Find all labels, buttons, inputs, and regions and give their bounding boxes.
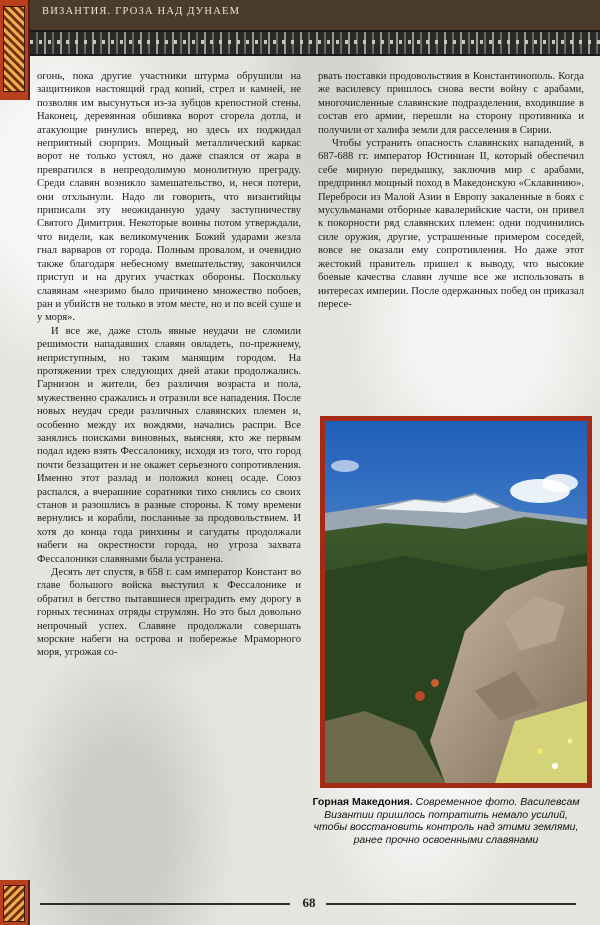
page-number: 68 — [302, 895, 316, 910]
ornament-border — [30, 30, 600, 56]
paragraph: И все же, даже столь явные неудачи не сломили решимости нападавших славян овладеть, по-прежнему, неприступным, но таким манящим городом. На протяжении трех следующих дней атаки продолжались. Гарнизон и жители, без различия возраста и пола, мужественно сражались и отразили все нападения. После новых неудач среди различных славянских племен и, особенно между их вождями, начались распри. Все занялись поисками виновных, выясняя, кто же первым подал идею взять Фессалонику, исходя из того, что город почти беззащитен и не окажет серьезного сопротивления. Именно этот разлад и положил конец осаде. Союз распался, а вчерашние соратники тихо снялись со своих станов и разошлись в разные стороны. К тому времени вернулись и корабли, посланные за продовольствием. И хотя до конца года ринхины и сагудаты продолжали набеги на окрестности города, но угроза захвата Фессалоники славянами была устранена. — [37, 325, 301, 565]
figure-caption — [306, 796, 586, 846]
mountain-photo — [320, 416, 592, 788]
paragraph: Чтобы устранить опасность славянских нападений, в 687-688 гг. император Юстиниан II, который обеспечил себе мирную передышку, заключив мир с арабами, предпринял мощный поход в Македонскую «Склавинию». Переброси из Малой Азии в Европу закаленные в боях с мусульманами отборные кавалерийские части, он привел к покорности ряд славянских племен: одни подчинились силе оружия, другие, устрашенные примером соседей, вовсе не оказали ему сопротивления. Но даже этот жестокий правитель пришел к выводу, что высокие боевые качества славян лучше все же использовать в интересах империи. После одержанных побед он приказал пересе- — [318, 138, 584, 310]
paragraph: огонь, пока другие участники штурма обрушили на защитников настоящий град копий, стрел и камней, не позволяя им высунуться из-за зубцов крепостной стены. Наконец, деревянная обшивка ворот сгорела дотла, и атакующие ринулись вперед, но здесь их поджидал неприятный сюрприз. Мощный металлический каркас ворот не только устоял, но даже спаялся от жара в превратился в непреодолимую монолитную преграду. Среди славян возникло замешательство, и, неся потери, они отхлынули. Надо ли говорить, что византийцы приписали эту неожиданную удачу заступничеству Святого Димитрия. Некоторые воины потом утверждали, что видели, как великомученик Божий ударами жезла гнал варваров от города. Полным провалом, и очевидно также благодаря небесному вмешательству, закончился приступ и на других участках обороны. Поскольку славянам «незримо было причинено множество побоев, ран и убийств не только в этом месте, но и по всей суше и у моря». — [37, 71, 301, 324]
paragraph: рвать поставки продовольствия в Константинополь. Когда же василевсу пришлось снова вести войну с арабами, многочисленные славянские подразделения, входившие в состав его армии, перешли на сторону противника и получили от халифа земли для расселения в Сирии. — [318, 71, 584, 136]
caption-text: Современное фото. Василевсам Византии пришлось потратить немало усилий, чтобы восстановить контроль над этими землями, ранее прочно освоенными славянами — [313, 796, 580, 846]
running-header: ВИЗАНТИЯ. ГРОЗА НАД ДУНАЕМ — [42, 6, 241, 17]
footer-rule-right — [326, 903, 576, 905]
footer-rule-left — [40, 903, 290, 905]
left-column — [37, 70, 301, 660]
caption-title: Горная Македония. — [312, 796, 413, 808]
paragraph: Десять лет спустя, в 658 г. сам император Констант во главе большого войска выступил к Фессалонике и обратил в бегство пытавшиеся преградить ему дорогу в горных теснинах отряды струмлян. Но это был довольно непрочный успех. Славяне продолжали совершать морские набеги на острова и побережье Мраморного моря, угрожая со- — [37, 567, 301, 659]
celtic-knot-ornament-top — [0, 0, 30, 100]
celtic-knot-ornament-bottom — [0, 880, 30, 925]
header-band — [0, 0, 600, 30]
macedonia-mountains-image — [325, 421, 587, 783]
right-column — [318, 70, 584, 311]
